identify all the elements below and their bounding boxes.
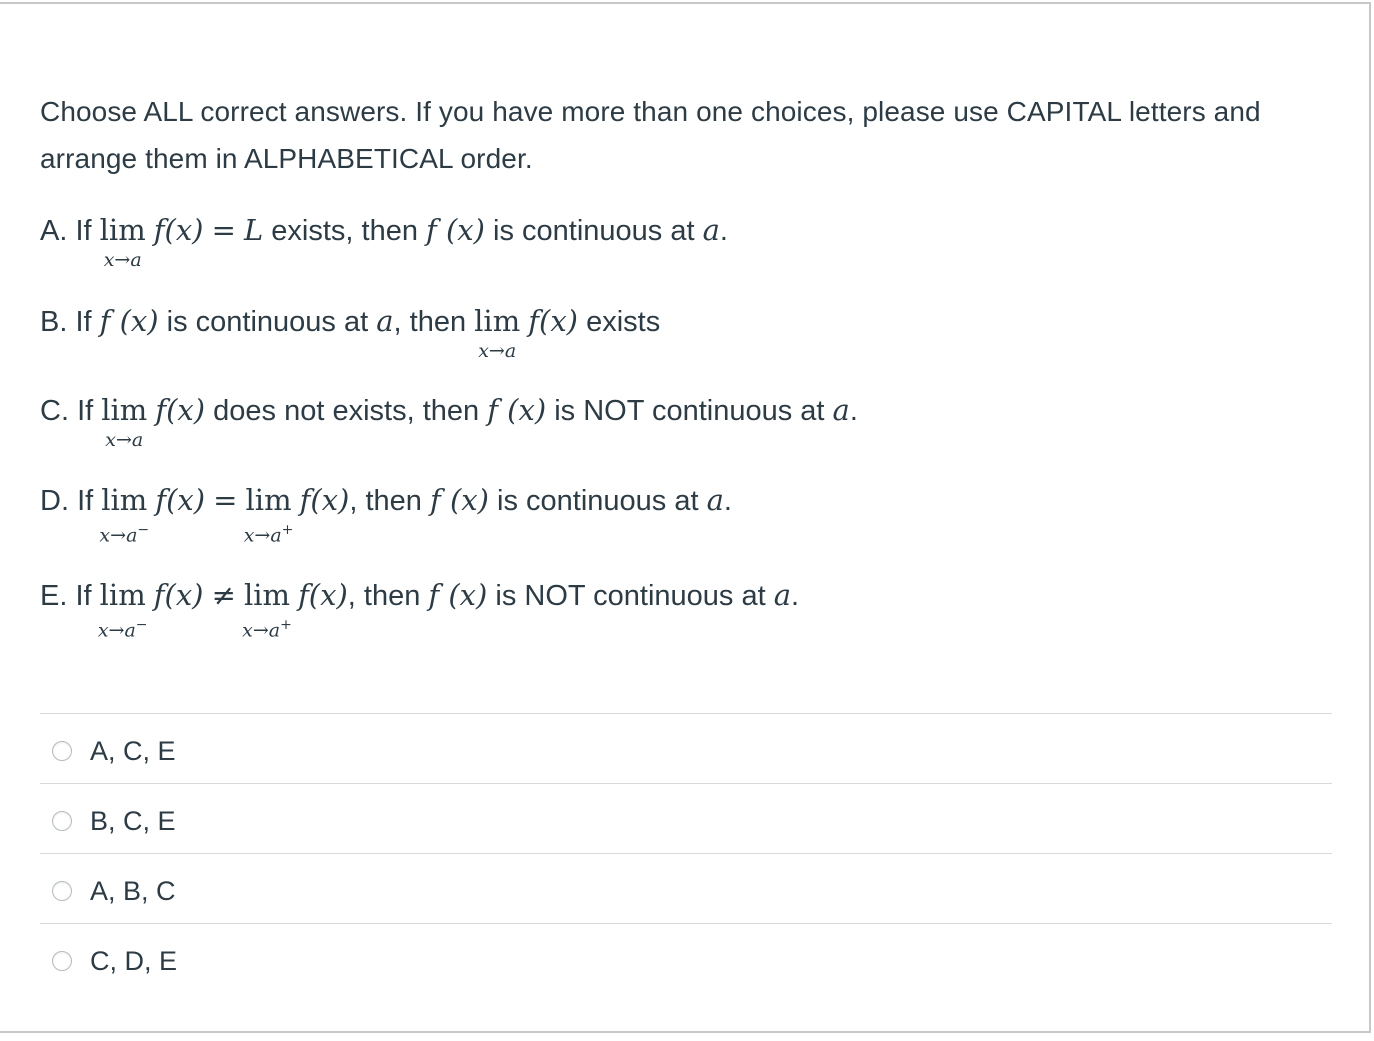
limit-e-right: lim x→a+ xyxy=(242,578,292,642)
question-instruction: Choose ALL correct answers. If you have more than one choices, please use CAPITAL letters and arrange them in ALPHABETICAL order. xyxy=(40,96,1261,174)
statement-d: D. If lim x→a− f(x) = lim x→a+ f(x), then f (x) is continuous at a. xyxy=(40,483,732,547)
limit-d-right: lim x→a+ xyxy=(243,483,294,547)
statement-b: B. If f (x) is continuous at a, then lim x→a f(x) exists xyxy=(40,304,661,362)
answer-option-label[interactable]: C, D, E xyxy=(90,946,178,976)
answer-option-label[interactable]: B, C, E xyxy=(90,806,176,836)
limit-a: lim x→a xyxy=(99,213,146,271)
answer-option-label[interactable]: A, C, E xyxy=(90,736,176,766)
limit-d-left: lim x→a− xyxy=(99,483,150,547)
radio-button[interactable] xyxy=(52,951,72,971)
limit-b: lim x→a xyxy=(474,304,521,362)
statement-a: A. If lim x→a f(x) = L exists, then f (x) is continuous at a. xyxy=(40,213,728,271)
statement-c: C. If lim x→a f(x) does not exists, then f (x) is NOT continuous at a. xyxy=(40,393,858,451)
limit-c: lim x→a xyxy=(101,393,148,451)
statement-e: E. If lim x→a− f(x) ≠ lim x→a+ f(x), then f (x) is NOT continuous at a. xyxy=(40,578,800,642)
answer-option[interactable] xyxy=(40,853,1332,923)
answer-options xyxy=(40,713,1332,993)
radio-button[interactable] xyxy=(52,741,72,761)
answer-option[interactable] xyxy=(40,713,1332,783)
answer-option[interactable] xyxy=(40,923,1332,993)
radio-button[interactable] xyxy=(52,811,72,831)
answer-option-label[interactable]: A, B, C xyxy=(90,876,176,906)
limit-e-left: lim x→a− xyxy=(97,578,148,642)
radio-button[interactable] xyxy=(52,881,72,901)
answer-option[interactable] xyxy=(40,783,1332,853)
